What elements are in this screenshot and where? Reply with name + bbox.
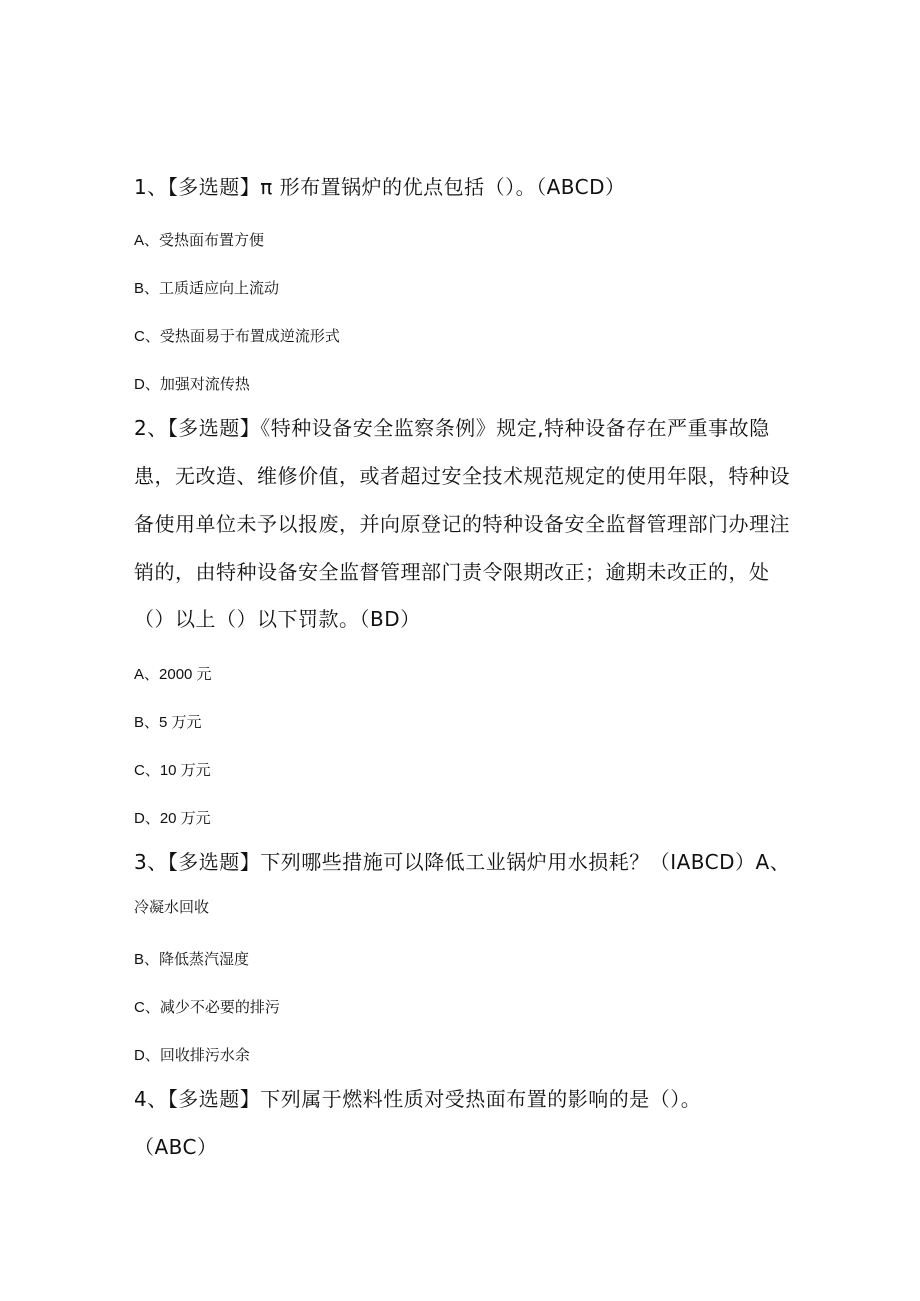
question-3-option-d: D、回收排污水余 bbox=[134, 1047, 250, 1064]
question-2-text-line-2: 患，无改造、维修价值，或者超过安全技术规范规定的使用年限，特种设 bbox=[134, 464, 790, 488]
question-2-text-line-4: 销的，由特种设备安全监督管理部门责令限期改正；逾期未改正的，处 bbox=[134, 560, 770, 584]
question-3-text-line-1: 3、【多选题】下列哪些措施可以降低工业锅炉用水损耗？（IABCD）A、 bbox=[134, 850, 791, 874]
question-2-option-b: B、5 万元 bbox=[134, 714, 202, 731]
question-2-option-d: D、20 万元 bbox=[134, 810, 211, 827]
question-2-text-line-3: 备使用单位未予以报废，并向原登记的特种设备安全监督管理部门办理注 bbox=[134, 512, 790, 536]
question-2-option-c: C、10 万元 bbox=[134, 762, 211, 779]
question-2-text-line-1: 2、【多选题】《特种设备安全监察条例》规定,特种设备存在严重事故隐 bbox=[134, 416, 770, 440]
question-3-option-b: B、降低蒸汽湿度 bbox=[134, 951, 250, 968]
question-4-text-line-1: 4、【多选题】下列属于燃料性质对受热面布置的影响的是（）。 bbox=[134, 1087, 702, 1111]
question-2-option-a: A、2000 元 bbox=[134, 666, 212, 683]
question-3-text-line-2: 冷凝水回收 bbox=[134, 899, 210, 916]
question-1-option-a: A、受热面布置方便 bbox=[134, 232, 265, 249]
question-1-option-c: C、受热面易于布置成逆流形式 bbox=[134, 328, 340, 345]
question-2-text-line-5: （）以上（）以下罚款。（BD） bbox=[134, 607, 421, 631]
question-1-option-b: B、工质适应向上流动 bbox=[134, 280, 280, 297]
question-1-text: 1、【多选题】π 形布置锅炉的优点包括（）。（ABCD） bbox=[134, 175, 626, 199]
question-1-option-d: D、加强对流传热 bbox=[134, 376, 250, 393]
question-4-text-line-2: （ABC） bbox=[134, 1135, 218, 1159]
question-3-option-c: C、减少不必要的排污 bbox=[134, 999, 280, 1016]
